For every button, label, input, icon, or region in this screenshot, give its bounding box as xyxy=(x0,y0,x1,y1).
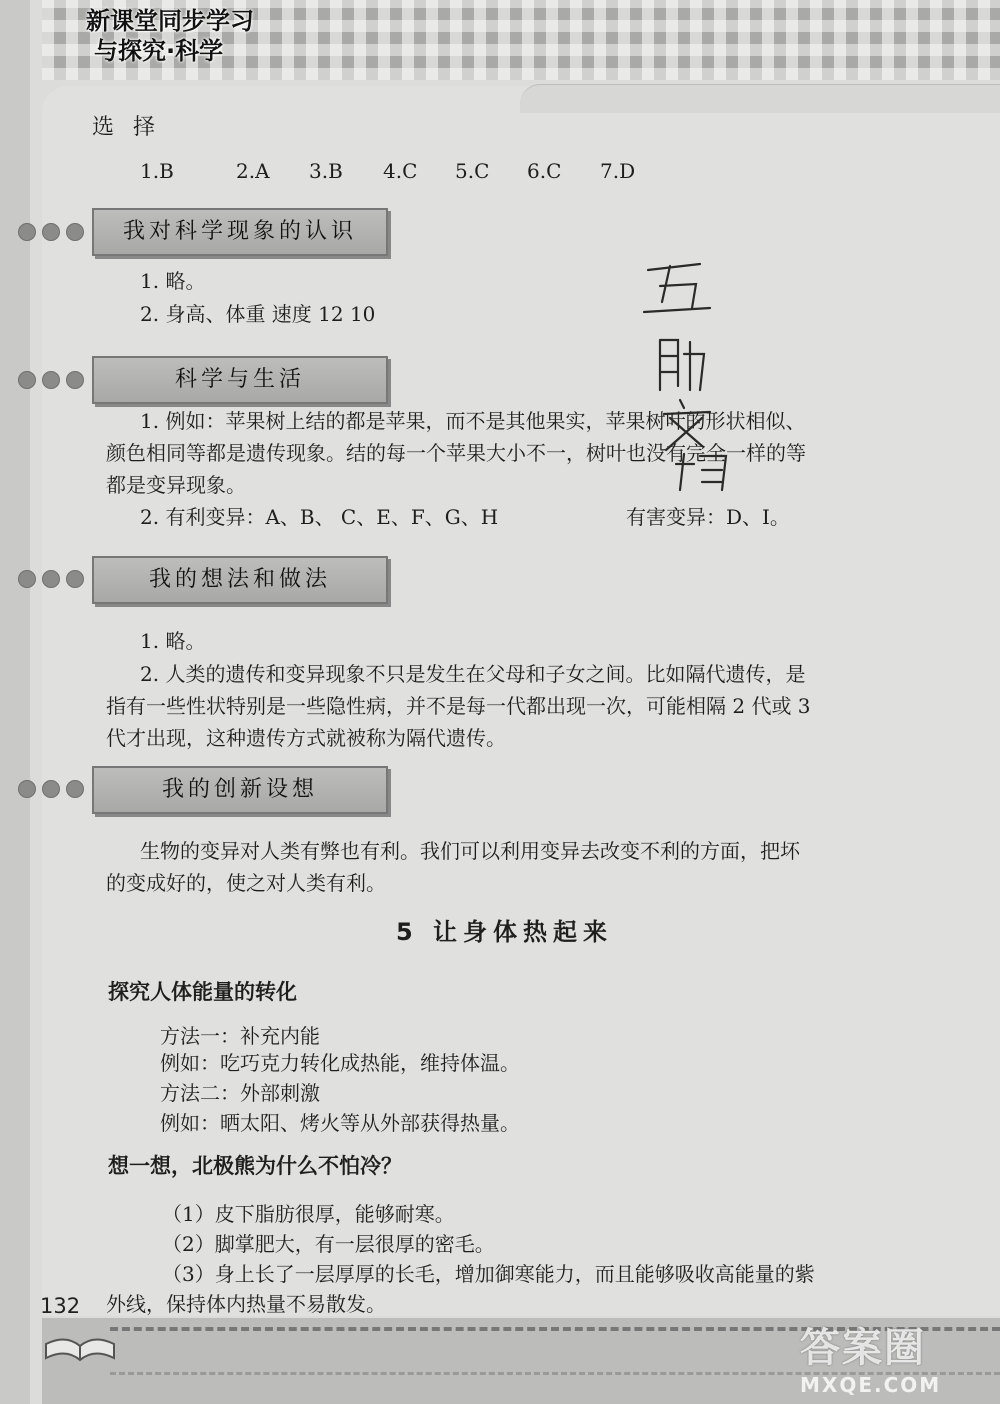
section2-line4: 2. 有利变异：A、B、 C、E、F、G、H xyxy=(140,505,499,529)
section2-line3: 都是变异现象。 xyxy=(106,473,246,497)
chapter-title: 5 让身体热起来 xyxy=(396,918,614,946)
section3-line4: 代才出现，这种遗传方式就被称为隔代遗传。 xyxy=(106,726,506,750)
page-number: 132 xyxy=(40,1294,81,1318)
section-banner: 我的创新设想 xyxy=(92,766,388,814)
answer-3: 3.B xyxy=(309,159,343,183)
think-line2: （2）脚掌肥大，有一层很厚的密毛。 xyxy=(162,1232,495,1256)
section2-line2: 颜色相同等都是遗传现象。结的每一个苹果大小不一，树叶也没有完全一样的等 xyxy=(106,441,806,465)
think-line4: 外线，保持体内热量不易散发。 xyxy=(106,1292,386,1316)
answer-7: 7.D xyxy=(600,159,636,183)
answer-1: 1.B xyxy=(140,159,174,183)
section-banner: 我对科学现象的认识 xyxy=(92,208,388,256)
open-book-icon xyxy=(40,1318,120,1368)
choice-title: 选 择 xyxy=(92,115,161,140)
think-title: 想一想，北极熊为什么不怕冷？ xyxy=(108,1154,402,1178)
section3-line3: 指有一些性状特别是一些隐性病，并不是每一代都出现一次，可能相隔 2 代或 3 xyxy=(106,694,811,718)
explore-line1: 方法一：补充内能 xyxy=(160,1024,320,1048)
book-title-line2: 与探究·科学 xyxy=(94,37,224,65)
handwritten-annotation xyxy=(640,250,740,500)
answer-4: 4.C xyxy=(383,159,418,183)
answer-5: 5.C xyxy=(455,159,490,183)
tab-notch xyxy=(520,84,1000,113)
section2-line1: 1. 例如：苹果树上结的都是苹果，而不是其他果实，苹果树叶的形状相似、 xyxy=(140,409,806,433)
think-line3: （3）身上长了一层厚厚的长毛，增加御寒能力，而且能够吸收高能量的紫 xyxy=(162,1262,815,1286)
section4-line2: 的变成好的，使之对人类有利。 xyxy=(106,871,386,895)
answer-2: 2.A xyxy=(236,159,270,183)
think-line1: （1）皮下脂肪很厚，能够耐寒。 xyxy=(162,1202,455,1226)
section1-line2: 2. 身高、体重 速度 12 10 xyxy=(140,302,376,326)
section-banner: 我的想法和做法 xyxy=(92,556,388,604)
answer-6: 6.C xyxy=(527,159,562,183)
book-title-line1: 新课堂同步学习 xyxy=(86,7,254,35)
section3-line2: 2. 人类的遗传和变异现象不只是发生在父母和子女之间。比如隔代遗传，是 xyxy=(140,662,806,686)
watermark xyxy=(800,1316,990,1396)
section-banner: 科学与生活 xyxy=(92,356,388,404)
explore-title: 探究人体能量的转化 xyxy=(108,980,297,1004)
watermark-logo-text: 答案圈 xyxy=(800,1325,926,1371)
explore-line2: 例如：吃巧克力转化成热能，维持体温。 xyxy=(160,1051,520,1075)
explore-line4: 例如：晒太阳、烤火等从外部获得热量。 xyxy=(160,1111,520,1135)
watermark-url: MXQE.COM xyxy=(800,1373,942,1397)
section1-line1: 1. 略。 xyxy=(140,269,206,293)
section2-line5: 有害变异：D、I。 xyxy=(626,505,790,529)
book-title xyxy=(86,6,296,66)
section4-line1: 生物的变异对人类有弊也有利。我们可以利用变异去改变不利的方面，把坏 xyxy=(140,839,800,863)
section3-line1: 1. 略。 xyxy=(140,629,206,653)
explore-line3: 方法二：外部刺激 xyxy=(160,1081,320,1105)
